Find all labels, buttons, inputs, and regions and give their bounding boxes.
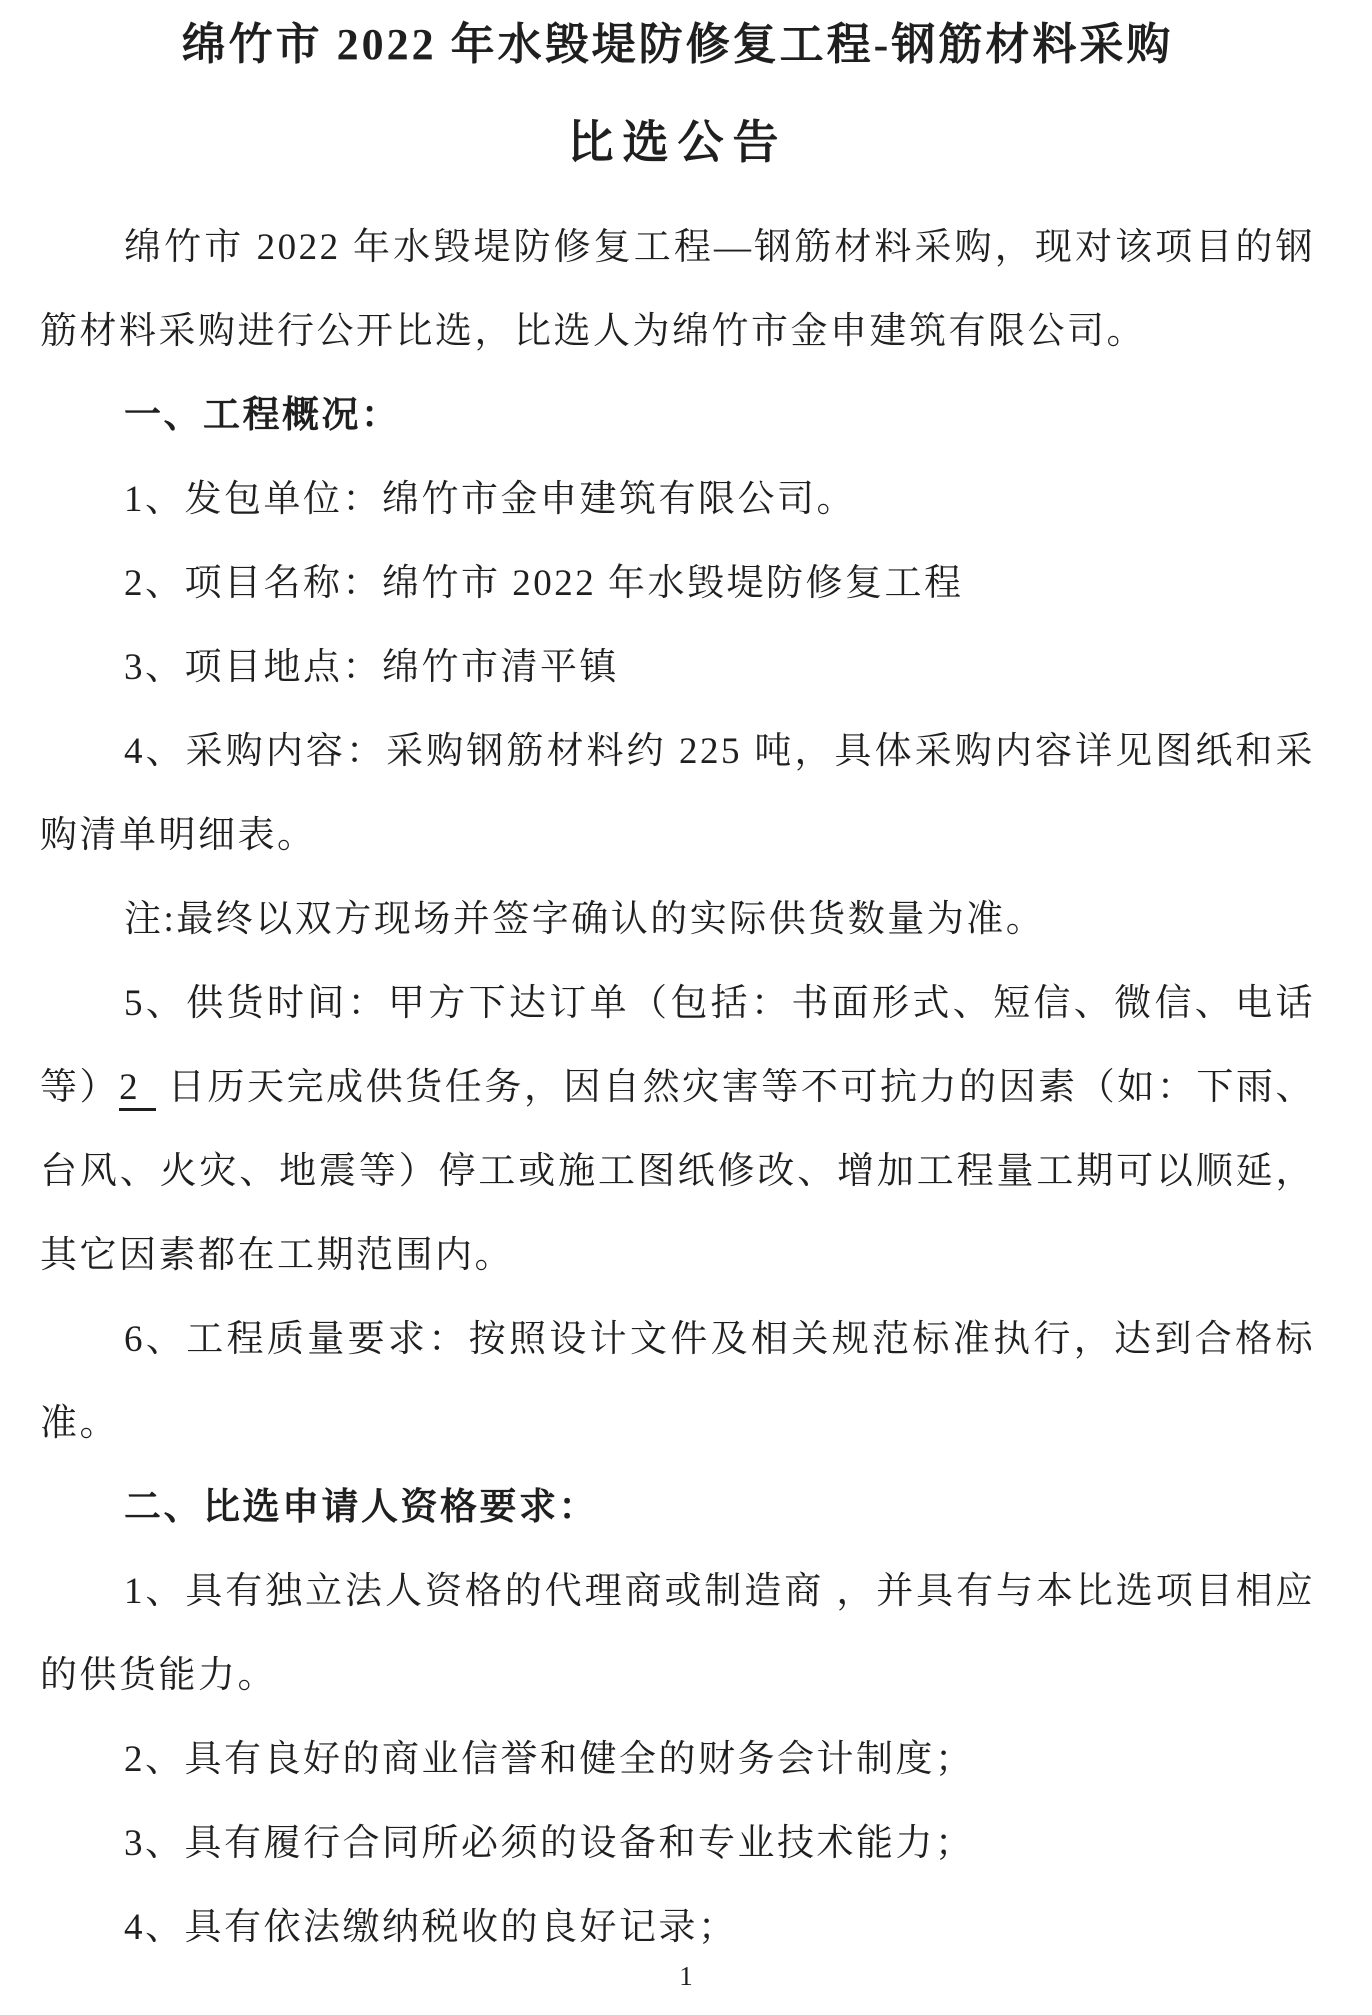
section1-item-5-text-after: 日历天完成供货任务，因自然灾害等不可抗力的因素（如：下雨、台风、火灾、地震等）停工或施工图纸修改、增加工程量工期可以顺延，其它因素都在工期范围内。 <box>40 1067 1316 1276</box>
section2-item-1: 1、具有独立法人资格的代理商或制造商 ，并具有与本比选项目相应的供货能力。 <box>40 1571 1315 1696</box>
document-title: 绵竹市 2022 年水毁堤防修复工程-钢筋材料采购 <box>181 20 1174 69</box>
intro-paragraph: 绵竹市 2022 年水毁堤防修复工程—钢筋材料采购，现对该项目的钢筋材料采购进行公开比选，比选人为绵竹市金申建筑有限公司。 <box>40 227 1315 352</box>
section1-note: 注:最终以双方现场并签字确认的实际供货数量为准。 <box>124 899 1046 940</box>
section-2-heading: 二、比选申请人资格要求： <box>124 1487 598 1528</box>
section2-item-3: 3、具有履行合同所必须的设备和专业技术能力； <box>124 1823 975 1864</box>
section1-item-6: 6、工程质量要求：按照设计文件及相关规范标准执行，达到合格标准。 <box>40 1319 1315 1444</box>
document-body <box>40 206 1315 1970</box>
section2-item-2: 2、具有良好的商业信誉和健全的财务会计制度； <box>124 1739 975 1780</box>
section1-item-3: 3、项目地点：绵竹市清平镇 <box>124 647 619 688</box>
supply-days-underlined-value: 2 <box>119 1067 156 1111</box>
section1-item-4: 4、采购内容：采购钢筋材料约 225 吨，具体采购内容详见图纸和采购清单明细表。 <box>40 731 1315 856</box>
section1-item-1: 1、发包单位：绵竹市金申建筑有限公司。 <box>124 479 856 520</box>
document-subtitle: 比选公告 <box>567 117 788 168</box>
section1-item-5-text-before: 5、供货时间：甲方下达订单（包括：书面形式、短信、微信、电话等） <box>40 983 1315 1108</box>
section2-item-4: 4、具有依法缴纳税收的良好记录； <box>124 1907 738 1948</box>
document-content <box>0 16 1372 1970</box>
section-1-heading: 一、工程概况： <box>124 395 401 436</box>
section1-item-2: 2、项目名称：绵竹市 2022 年水毁堤防修复工程 <box>124 563 964 604</box>
page-number: 1 <box>679 1961 693 1991</box>
section1-item-5 <box>40 962 1315 1298</box>
